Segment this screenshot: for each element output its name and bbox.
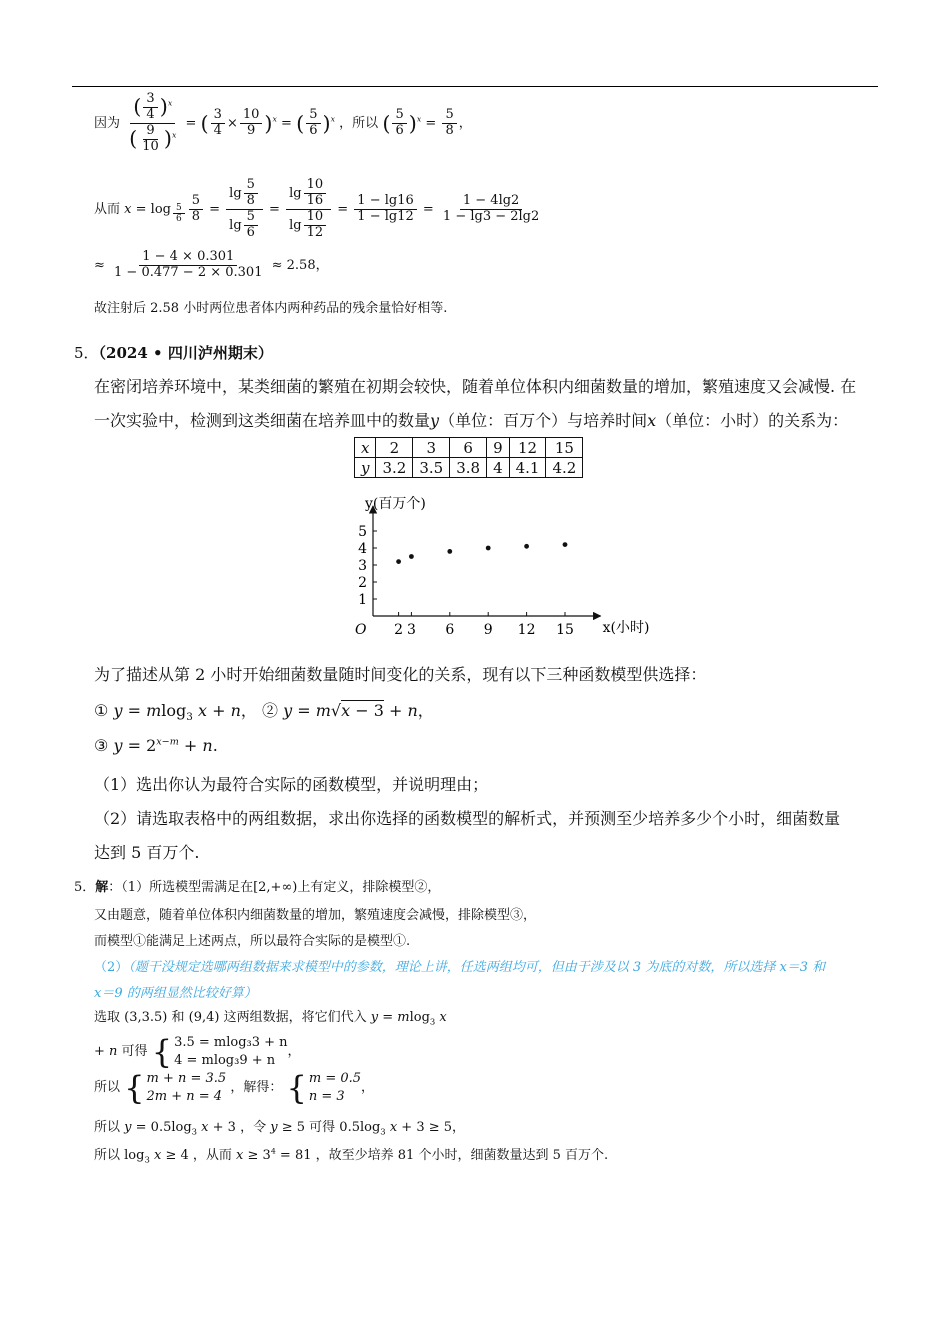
question-1: （1）选出你认为最符合实际的函数模型，并说明理由； [94, 775, 489, 794]
ratio-fraction: ( $\frac{3}{4}$ )$^x$ ( $\frac{9}{10}$ )$^x$ [129, 91, 177, 154]
table-cell: 15 [546, 438, 583, 458]
y-tick-label: 3 [358, 558, 367, 574]
table-cell: 3.8 [450, 458, 487, 478]
table-cell: 2 [376, 438, 413, 458]
solution5-pick: 选取 (3,3.5) 和 (9,4) 这两组数据，将它们代入 y = mlog$_3$ x [94, 1010, 447, 1027]
data-point [486, 546, 491, 551]
model-options-line2: ③ $y = 2^{x-m} + n$. [94, 736, 218, 755]
data-point [447, 549, 452, 554]
data-point [396, 559, 401, 564]
question-2-line1: （2）请选取表格中的两组数据，求出你选择的函数模型的解析式，并预测至少培养多少个小时，细菌数量 [94, 809, 841, 828]
solution5-final1: 所以 $y = 0.5\log_3$ x + 3 ，令 y ≥ 5 可得 $0.5\log_3$ x + 3 ≥ 5， [94, 1120, 466, 1137]
problem5-text-line2: 一次实验中，检测到这类细菌在培养皿中的数量y（单位：百万个）与培养时间x（单位：小时）的关系为： [94, 411, 849, 430]
y-tick-label: 5 [358, 524, 367, 540]
data-point [563, 542, 568, 547]
table-cell: 3 [413, 438, 450, 458]
solution5-system1: + n 可得 { 3.5 = mlog₃3 + n 4 = mlog₃9 + n ， [94, 1032, 301, 1071]
solution4-conclusion: 故注射后 2.58 小时两位患者体内两种药品的残余量恰好相等. [94, 301, 448, 316]
x-axis-label: x(小时) [602, 620, 650, 636]
problem5-header: 5．（2024 • 四川泸州期末） [74, 344, 273, 362]
y-tick-label: 1 [358, 592, 367, 608]
question-2-line2: 达到 5 百万个. [94, 843, 200, 862]
scatter-chart [340, 488, 650, 648]
solution5-line2: 又由题意，随着单位体积内细菌数量的增加，繁殖速度会减慢，排除模型③， [94, 908, 537, 923]
problem5-text-line1: 在密闭培养环境中，某类细菌的繁殖在初期会较快，随着单位体积内细菌数量的增加，繁殖速度又会减慢. 在 [94, 377, 857, 396]
table-row-y [355, 458, 583, 478]
x-tick-label: 2 [394, 622, 404, 638]
table-cell: 9 [487, 438, 510, 458]
header-rule [72, 86, 878, 87]
table-cell: y [355, 458, 376, 478]
table-cell: 12 [509, 438, 546, 458]
data-point [409, 554, 414, 559]
solution5-line3: 而模型①能满足上述两点，所以最符合实际的是模型①. [94, 934, 411, 949]
table-cell: 3.5 [413, 458, 450, 478]
y-axis-label: y(百万个) [365, 496, 426, 512]
y-tick-label: 4 [358, 541, 367, 557]
table-cell: 6 [450, 438, 487, 458]
solution5-note-line2: x＝9 的两组显然比较好算） [94, 986, 257, 1001]
table-cell: x [355, 438, 376, 458]
table-row-x [355, 438, 583, 458]
solution5-line1: 5．解：（1）所选模型需满足在[2,+∞)上有定义，排除模型②， [74, 880, 441, 895]
x-tick-label: 3 [406, 622, 416, 638]
x-tick-label: 9 [483, 622, 493, 638]
solution5-note-line1: （2）（题干没规定选哪两组数据来求模型中的参数，理论上讲，任选两组均可，但由于涉及以 3 为底的对数，所以选择 x＝3 和 [94, 960, 826, 975]
x-tick-label: 15 [556, 622, 574, 638]
problem5-intro: 为了描述从第 2 小时开始细菌数量随时间变化的关系，现有以下三种函数模型供选择： [94, 665, 707, 684]
model-options-line1: ① y = mlog$_3$ x + n， ② y = m√x − 3 + n， [94, 701, 434, 724]
origin-label: O [355, 622, 367, 638]
data-point [524, 544, 529, 549]
x-tick-label: 6 [445, 622, 455, 638]
solution5-system2: 所以 { m + n = 3.5 2m + n = 4 ，解得： { m = 0.5 n = 3 ， [94, 1068, 375, 1107]
solution4-line2: 从而 x = log $_{\frac{5}{6}}$ $\frac{5}{8}$ = lg $\frac{5}{8}$ lg $\frac{5}{6}$ = lg $\frac{10}{16}$ lg $\frac{10}{12}$ = $\frac{1 - \lg 16}{1 - \lg 12}$ = $\frac{1 - 4\lg 2}{1 - \lg 3 - 2\lg 2}$ [94, 177, 540, 240]
table-cell: 4.1 [509, 458, 546, 478]
y-tick-label: 2 [358, 575, 367, 591]
table-cell: 4 [487, 458, 510, 478]
table-cell: 4.2 [546, 458, 583, 478]
data-table [354, 437, 583, 478]
solution5-final2: 所以 $\log_3 x \ge 4$ ，从而 $x \ge 3^4 = 81$ ，故至少培养 81 个小时，细菌数量达到 5 百万个. [94, 1146, 609, 1165]
solution4-line1: 因为 ( $\frac{3}{4}$ )$^x$ ( $\frac{9}{10}$ )$^x$ = ( $\frac{3}{4}$ × $\frac{10}{9}$ )$^x$ = ( $\frac{5}{6}$ )$^x$ ，所以 ( $\frac{5}{6}$ )$^x$ = $\frac{5}{8}$ ， [94, 91, 472, 154]
table-cell: 3.2 [376, 458, 413, 478]
solution4-line3: ≈ $\frac{1 - 4 \times 0.301}{1 - 0.477 - 2 \times 0.301}$ ≈ 2.58， [94, 249, 329, 280]
x-tick-label: 12 [517, 622, 536, 638]
